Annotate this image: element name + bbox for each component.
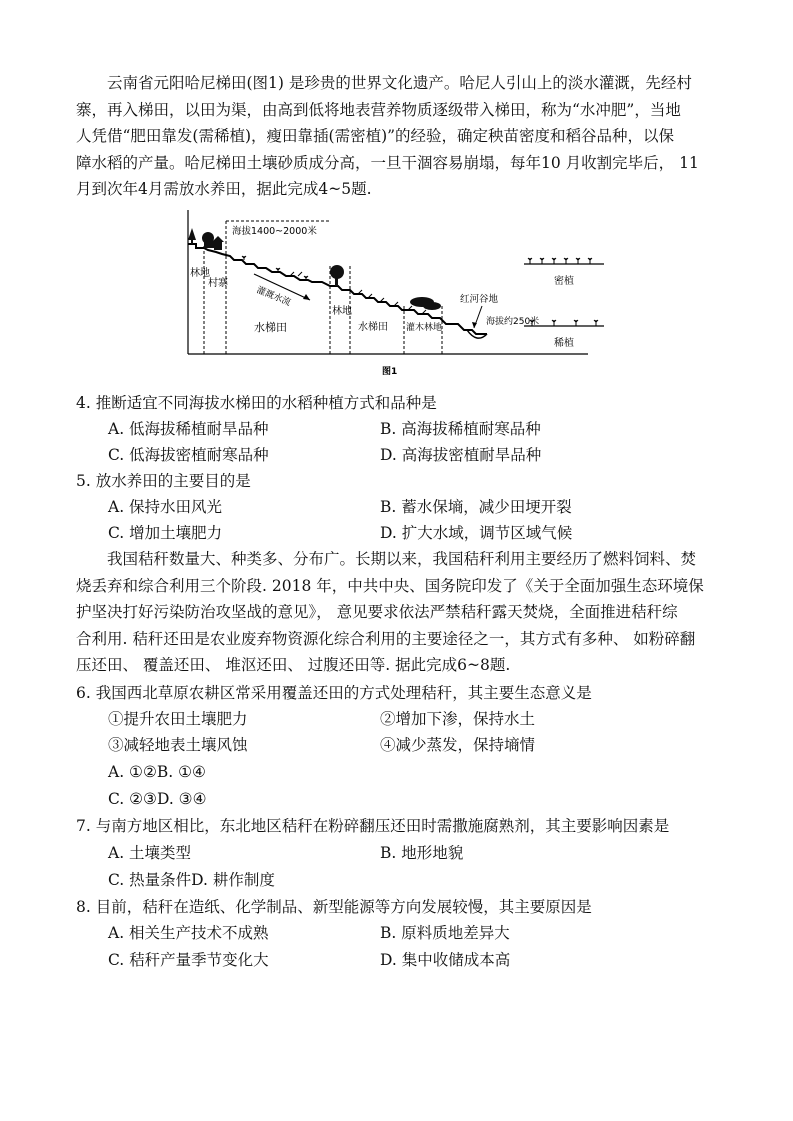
figure-caption: 图1 (382, 367, 398, 377)
question-7-stem: 7. 与南方地区相比，东北地区秸秆在粉碎翻压还田时需撒施腐熟剂，其主要影响因素是 (76, 817, 670, 835)
q5-option-b: B. 蓄水保墒，减少田埂开裂 (380, 498, 572, 516)
q7-option-b: B. 地形地貌 (380, 844, 464, 862)
q8-option-a: A. 相关生产技术不成熟 (108, 924, 269, 942)
q8-option-c: C. 秸秆产量季节变化大 (108, 951, 269, 969)
q8-option-b: B. 原料质地差异大 (380, 924, 510, 942)
question-6-stem: 6. 我国西北草原农耕区常采用覆盖还田的方式处理秸秆，其主要生态意义是 (76, 684, 592, 702)
zone-label-terrace-2: 水梯田 (358, 322, 388, 333)
passage-1-line: 障水稻的产量。哈尼梯田土壤砂质成分高，一旦干涸容易崩塌，每年10 月收割完毕后， 11 (76, 153, 699, 172)
question-4-stem: 4. 推断适宜不同海拔水梯田的水稻种植方式和品种是 (76, 394, 437, 412)
legend-dense-label: 密植 (554, 276, 574, 287)
q6-options-ab: A. ①②B. ①④ (108, 763, 206, 781)
passage-1-line: 月到次年4月需放水养田，据此完成4~5题. (76, 180, 372, 198)
passage-2-line: 我国秸秆数量大、种类多、分布广。长期以来，我国秸秆利用主要经历了燃料饲料、焚 (107, 550, 697, 568)
legend-sparse-label: 稀植 (554, 338, 574, 349)
q6-statement-1: ①提升农田土壤肥力 (108, 710, 248, 728)
q4-option-a: A. 低海拔稀植耐旱品种 (108, 420, 269, 438)
question-5-stem: 5. 放水养田的主要目的是 (76, 472, 251, 490)
q6-options-cd: C. ②③D. ③④ (108, 790, 207, 808)
passage-2-line: 合利用. 秸秆还田是农业废弃物资源化综合利用的主要途径之一，其方式有多种、 如粉碎翻 (76, 629, 696, 648)
passage-2 (76, 546, 718, 679)
zone-label-terrace: 水梯田 (254, 321, 287, 334)
passage-2-line: 压还田、 覆盖还田、 堆沤还田、 过腹还田等. 据此完成6~8题. (76, 656, 511, 674)
question-8-stem: 8. 目前，秸秆在造纸、化学制品、新型能源等方向发展较慢，其主要原因是 (76, 898, 592, 916)
zone-label-forest-2: 林地 (332, 306, 352, 317)
q6-statement-2: ②增加下渗，保持水土 (380, 710, 536, 728)
passage-1-line: 寨，再入梯田，以田为渠，由高到低将地表营养物质逐级带入梯田，称为“水冲肥”，当地 (76, 100, 681, 119)
zone-label-village: 村寨 (208, 278, 228, 289)
passage-1 (76, 70, 718, 203)
q8-option-d: D. 集中收储成本高 (380, 951, 511, 969)
q4-option-d: D. 高海拔密植耐旱品种 (380, 446, 542, 464)
q4-option-c: C. 低海拔密植耐寒品种 (108, 446, 269, 464)
q5-option-d: D. 扩大水域，调节区域气候 (380, 524, 573, 542)
valley-altitude-label: 海拔约250米 (486, 317, 540, 327)
zone-label-forest: 林地 (190, 268, 210, 279)
passage-1-line: 人凭借“肥田靠发(需稀植)，瘦田靠插(需密植)”的经验，确定秧苗密度和稻谷品种，以保 (76, 127, 675, 145)
passage-2-line: 烧丢弃和综合利用三个阶段. 2018 年，中共中央、国务院印发了《关于全面加强生态环境保 (76, 576, 704, 595)
altitude-band-label: 海拔1400~2000米 (232, 226, 317, 237)
flow-label: 灌溉水流 (254, 285, 293, 309)
passage-2-line: 护坚决打好污染防治攻坚战的意见》， 意见要求依法严禁秸秆露天焚烧，全面推进秸秆综 (76, 603, 678, 621)
q5-option-a: A. 保持水田风光 (108, 498, 223, 516)
passage-1-line: 云南省元阳哈尼梯田(图1) 是珍贵的世界文化遗产。哈尼人引山上的淡水灌溉，先经村 (107, 74, 692, 92)
q6-statement-3: ③减轻地表土壤风蚀 (108, 736, 248, 754)
valley-label: 红河谷地 (460, 294, 499, 305)
zone-label-shrub: 灌木林地 (406, 323, 443, 333)
q6-statement-4: ④减少蒸发，保持墒情 (380, 736, 536, 754)
q7-option-a: A. 土壤类型 (108, 844, 192, 862)
q7-options-cd: C. 热量条件D. 耕作制度 (108, 871, 275, 889)
q4-option-b: B. 高海拔稀植耐寒品种 (380, 420, 541, 438)
q5-option-c: C. 增加土壤肥力 (108, 524, 223, 542)
planting-legend (520, 250, 610, 360)
